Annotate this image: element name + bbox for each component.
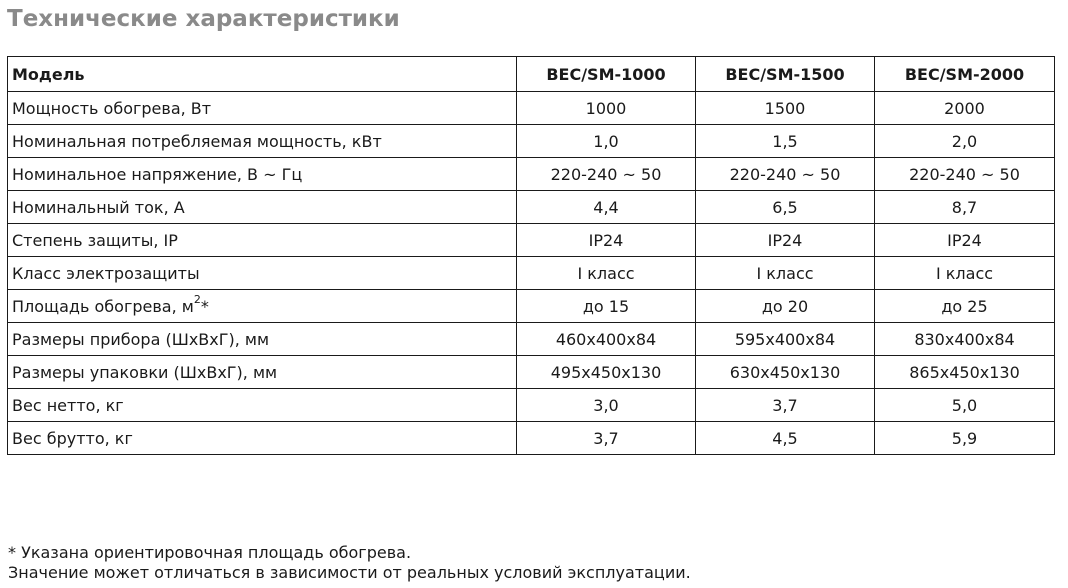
row-label [8,356,517,389]
row-value-model-2: 1500 [696,92,875,125]
row-label-superscript: 2 [193,293,201,307]
row-value-model-3: 8,7 [875,191,1055,224]
header-cell-model-1000: BEC/SM-1000 [517,57,696,92]
table-row [8,356,1055,389]
row-value-model-1: 460x400x84 [517,323,696,356]
row-value-model-1: 3,0 [517,389,696,422]
row-label-text: Номинальное напряжение, В ~ Гц [12,164,303,184]
row-value-model-1: 1,0 [517,125,696,158]
row-label [8,422,517,455]
row-value-model-1: I класс [517,257,696,290]
row-value-model-3: 865x450x130 [875,356,1055,389]
row-value-model-2: 4,5 [696,422,875,455]
row-value-model-3: 5,0 [875,389,1055,422]
row-value-model-1: до 15 [517,290,696,323]
row-value-model-3: 5,9 [875,422,1055,455]
table-row [8,422,1055,455]
row-value-model-3: 830x400x84 [875,323,1055,356]
row-label-text: Вес нетто, кг [12,395,124,415]
row-value-model-3: 2000 [875,92,1055,125]
header-cell-model-2000: BEC/SM-2000 [875,57,1055,92]
table-row [8,257,1055,290]
specs-table-header [8,57,1055,92]
row-label-text: Степень защиты, IP [12,230,178,250]
header-cell-model-1500: BEC/SM-1500 [696,57,875,92]
row-value-model-2: 220-240 ~ 50 [696,158,875,191]
header-row [8,57,1055,92]
table-row [8,224,1055,257]
table-row [8,290,1055,323]
table-row [8,92,1055,125]
row-label-text: Площадь обогрева, м [12,296,194,316]
row-value-model-1: 495x450x130 [517,356,696,389]
row-label [8,323,517,356]
row-label [8,224,517,257]
row-label-text: Номинальный ток, А [12,197,185,217]
table-row [8,125,1055,158]
row-value-model-3: I класс [875,257,1055,290]
row-label [8,389,517,422]
table-row [8,191,1055,224]
row-value-model-1: 220-240 ~ 50 [517,158,696,191]
row-label [8,158,517,191]
row-value-model-2: 3,7 [696,389,875,422]
page-title: Технические характеристики [7,6,400,32]
footnote-line-1: * Указана ориентировочная площадь обогрева. [8,543,412,562]
row-label [8,290,517,323]
row-label-text: Размеры прибора (ШхВхГ), мм [12,329,270,349]
row-label-footnote-mark: * [200,296,209,316]
row-value-model-1: 3,7 [517,422,696,455]
row-value-model-2: I класс [696,257,875,290]
table-row [8,158,1055,191]
row-value-model-2: до 20 [696,290,875,323]
row-value-model-3: до 25 [875,290,1055,323]
row-label [8,191,517,224]
row-value-model-3: IP24 [875,224,1055,257]
row-value-model-2: 6,5 [696,191,875,224]
specs-table-body [8,92,1055,455]
row-value-model-2: 595x400x84 [696,323,875,356]
row-label [8,125,517,158]
row-label [8,92,517,125]
row-label-text: Номинальная потребляемая мощность, кВт [12,131,382,151]
row-label-text: Размеры упаковки (ШхВхГ), мм [12,362,278,382]
footnote [8,543,691,583]
row-value-model-1: 4,4 [517,191,696,224]
row-label-text: Мощность обогрева, Вт [12,98,212,118]
footnote-line-2: Значение может отличаться в зависимости от реальных условий эксплуатации. [8,563,691,582]
table-row [8,323,1055,356]
row-label-text: Класс электрозащиты [12,263,200,283]
specs-table [7,56,1055,455]
table-row [8,389,1055,422]
row-value-model-2: 1,5 [696,125,875,158]
row-value-model-3: 2,0 [875,125,1055,158]
row-value-model-2: IP24 [696,224,875,257]
row-label-text: Вес брутто, кг [12,428,133,448]
row-value-model-3: 220-240 ~ 50 [875,158,1055,191]
header-cell-model-label: Модель [8,57,517,92]
row-value-model-1: 1000 [517,92,696,125]
row-value-model-2: 630x450x130 [696,356,875,389]
row-value-model-1: IP24 [517,224,696,257]
row-label [8,257,517,290]
